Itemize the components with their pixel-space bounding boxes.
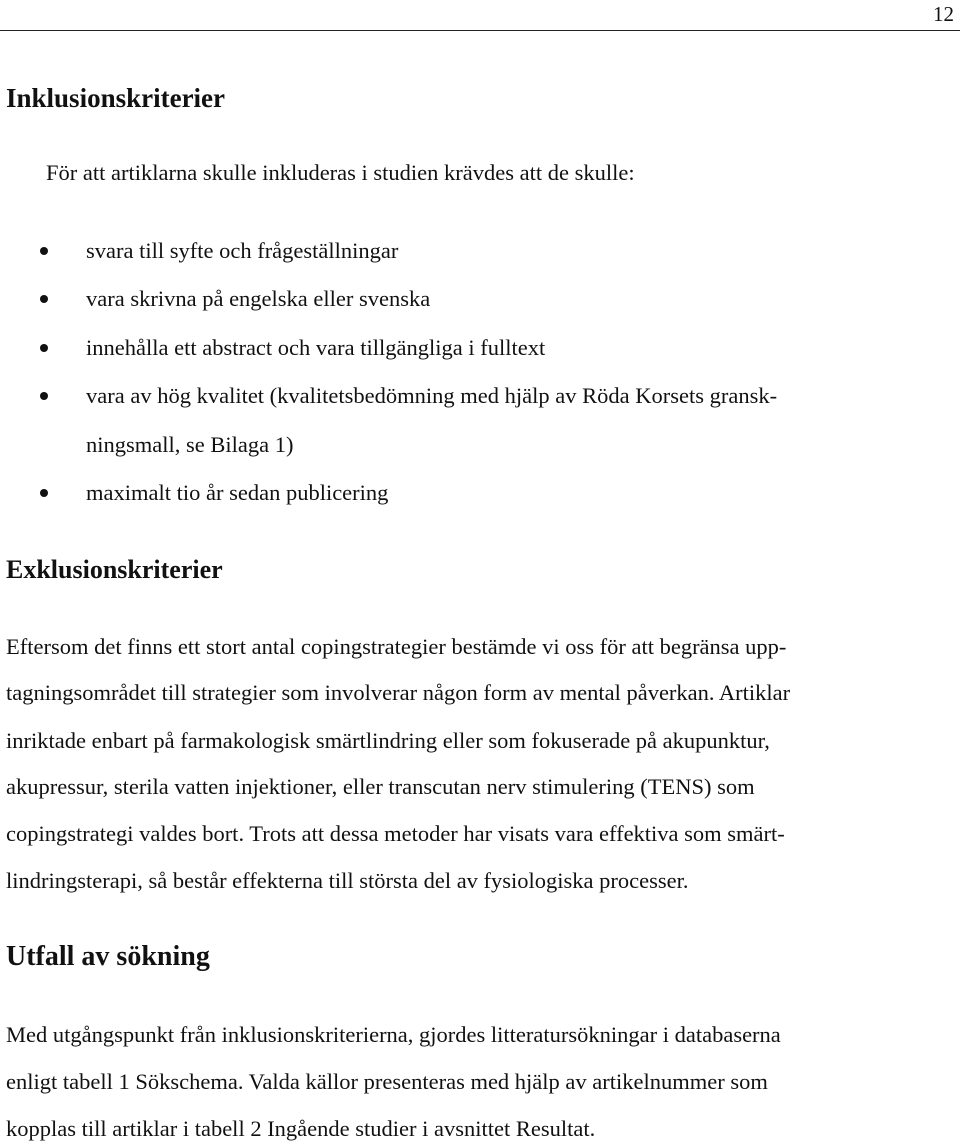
outcome-heading: Utfall av sökning (6, 941, 210, 972)
inclusion-intro: För att artiklarna skulle inkluderas i studien krävdes att de skulle: (46, 160, 635, 185)
exclusion-line: inriktade enbart på farmakologisk smärtlindring eller som fokuserade på akupunktur, (6, 728, 770, 753)
exclusion-heading: Exklusionskriterier (6, 555, 223, 584)
outcome-line: enligt tabell 1 Sökschema. Valda källor presenteras med hjälp av artikelnummer som (6, 1069, 768, 1094)
outcome-line: Med utgångspunkt från inklusionskriterierna, gjordes litteratursökningar i databaserna (6, 1022, 781, 1047)
header-rule (0, 30, 960, 31)
bullet-item: maximalt tio år sedan publicering (86, 480, 389, 505)
exclusion-line: tagningsområdet till strategier som involverar någon form av mental påverkan. Artiklar (6, 680, 791, 705)
bullet-dot (40, 489, 48, 497)
bullet-item: svara till syfte och frågeställningar (86, 238, 399, 263)
inclusion-heading: Inklusionskriterier (6, 83, 226, 113)
exclusion-line: akupressur, sterila vatten injektioner, eller transcutan nerv stimulering (TENS) som (6, 774, 755, 799)
bullet-item: vara skrivna på engelska eller svenska (86, 286, 431, 311)
bullet-dot (40, 344, 48, 352)
page-number: 12 (933, 2, 954, 26)
exclusion-line: copingstrategi valdes bort. Trots att dessa metoder har visats vara effektiva som smärt- (6, 821, 785, 846)
bullet-dot (40, 295, 48, 303)
outcome-line: kopplas till artiklar i tabell 2 Ingående studier i avsnittet Resultat. (6, 1116, 596, 1141)
bullet-dot (40, 392, 48, 400)
exclusion-line: Eftersom det finns ett stort antal copingstrategier bestämde vi oss för att begränsa upp- (6, 634, 787, 659)
bullet-item: innehålla ett abstract och vara tillgängliga i fulltext (86, 335, 546, 360)
bullet-item-continuation: ningsmall, se Bilaga 1) (86, 432, 294, 457)
exclusion-line: lindringsterapi, så består effekterna till största del av fysiologiska processer. (6, 868, 689, 893)
bullet-item: vara av hög kvalitet (kvalitetsbedömning med hjälp av Röda Korsets gransk- (86, 383, 778, 408)
bullet-dot (40, 247, 48, 255)
